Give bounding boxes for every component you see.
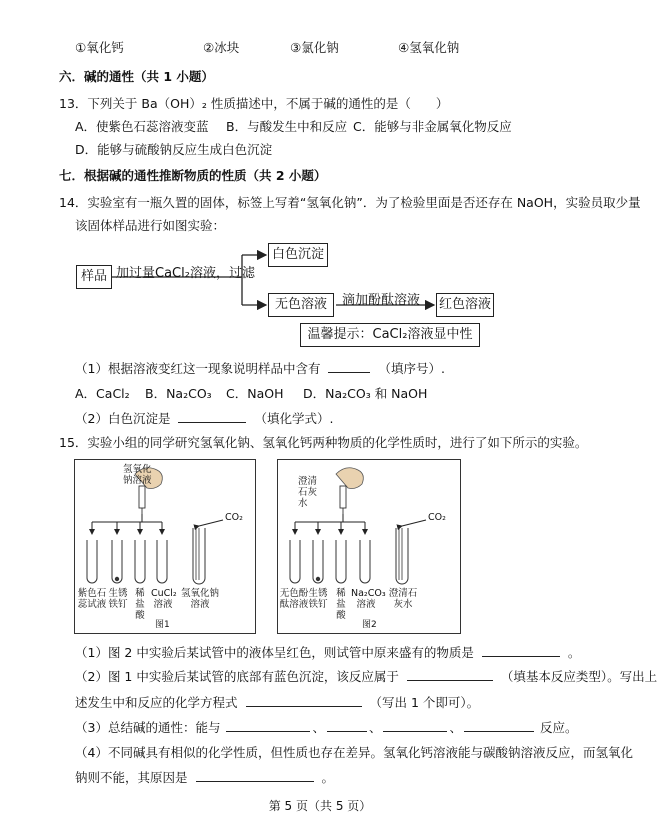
q15-part4-line2 [75, 768, 334, 786]
q15-stem: 15．实验小组的同学研究氢氧化钠、氢氧化钙两种物质的化学性质时，进行了如下所示的实验。 [59, 435, 588, 450]
q14-part1 [75, 359, 445, 377]
q15-part2-text: （2）图 1 中实验后某试管的底部有蓝色沉淀，该反应属于 [75, 669, 399, 684]
figure-1-tube-1: 紫色石蕊试液 [77, 588, 107, 610]
q14-stem-line2: 该固体样品进行如图实验： [75, 218, 226, 233]
q15-part3 [75, 718, 578, 736]
figure-2-tube-5: 澄清石灰水 [388, 588, 418, 610]
q15-part1-blank[interactable] [482, 645, 560, 657]
q15-part3-sep-2: 、 [368, 720, 382, 735]
q15-part3-blank-4[interactable] [464, 720, 534, 732]
figure-1-tube-5: 氢氧化钠溶液 [181, 588, 220, 610]
figure-2-dropper-label: 澄清石灰水 [298, 476, 318, 509]
flow-white-precipitate-box: 白色沉淀 [268, 243, 328, 267]
figure-2-caption: 图2 [362, 620, 377, 630]
q14-part1-blank[interactable] [328, 361, 370, 373]
q14-part1-text: （1）根据溶液变红这一现象说明样品中含有 [75, 361, 321, 376]
flow-tip-box: 温馨提示：CaCl₂溶液显中性 [300, 323, 480, 347]
q14-part1-end: （填序号）. [378, 361, 445, 376]
flow-red-solution-box: 红色溶液 [436, 293, 494, 317]
q15-part3-blank-2[interactable] [327, 720, 367, 732]
q14-option-b: B．Na₂CO₃ [145, 386, 212, 401]
figure-2-tube-4: Na₂CO₃溶液 [351, 588, 386, 610]
figure-2 [277, 459, 461, 634]
q12-option-1: ①氧化钙 [75, 40, 124, 55]
figure-1-caption: 图1 [155, 620, 170, 630]
figure-1-tube-4: CuCl₂溶液 [151, 588, 177, 610]
q15-part2-end-2: （写出 1 个即可）。 [369, 695, 480, 710]
q15-part4-end: 。 [321, 770, 334, 785]
q14-part2-blank[interactable] [178, 411, 246, 423]
q15-part3-sep-3: 、 [449, 720, 462, 735]
q15-part3-blank-3[interactable] [383, 720, 447, 732]
q15-part2-blank-2[interactable] [246, 695, 362, 707]
q15-part1-end: 。 [567, 645, 581, 660]
q15-part3-blank-1[interactable] [226, 720, 310, 732]
q12-option-2: ②冰块 [203, 40, 240, 55]
q15-part4-blank[interactable] [196, 770, 314, 782]
flow-step2-label: 滴加酚酞溶液 [342, 293, 421, 308]
q15-part4-line1: （4）不同碱具有相似的化学性质，但性质也存在差异。氢氧化钙溶液能与碳酸钠溶液反应，而氢氧化 [75, 745, 633, 760]
q14-option-a: A．CaCl₂ [75, 386, 130, 401]
q15-part2-text-2: 述发生中和反应的化学方程式 [75, 695, 238, 710]
q13-option-d: D．能够与硫酸钠反应生成白色沉淀 [75, 142, 273, 157]
page-footer: 第 5 页（共 5 页） [268, 799, 372, 813]
section-7-title: 七．根据碱的通性推断物质的性质（共 2 小题） [59, 168, 327, 183]
q12-option-4: ④氢氧化钠 [398, 40, 460, 55]
q15-part1 [75, 643, 580, 661]
figure-2-co2-label: CO₂ [428, 512, 446, 523]
section-6-title: 六．碱的通性（共 1 小题） [59, 69, 214, 84]
q15-part2-end-1: （填基本反应类型）。写出上 [500, 669, 657, 684]
q15-part1-text: （1）图 2 中实验后某试管中的液体呈红色，则试管中原来盛有的物质是 [75, 645, 474, 660]
q15-part4-text: 钠则不能，其原因是 [75, 770, 188, 785]
q14-option-d: D．Na₂CO₃ 和 NaOH [303, 386, 428, 401]
figure-2-tube-1: 无色酚酞溶液 [279, 588, 309, 610]
figure-1-dropper-label: 氢氧化钠溶液 [123, 464, 152, 486]
q13-stem: 13．下列关于 Ba（OH）₂ 性质描述中，不属于碱的通性的是（ ） [59, 96, 449, 111]
figure-1 [74, 459, 256, 634]
q14-part2-text: （2）白色沉淀是 [75, 411, 171, 426]
q12-option-3: ③氯化钠 [290, 40, 339, 55]
flow-sample-box: 样品 [76, 265, 112, 289]
q15-part3-text: （3）总结碱的通性：能与 [75, 720, 221, 735]
q14-stem-line1: 14．实验室有一瓶久置的固体，标签上写着“氢氧化钠”．为了检验里面是否还存在 NaOH，实验员取少量 [59, 195, 641, 210]
figure-1-tube-2: 生锈铁钉 [108, 588, 128, 610]
q15-part2-line2 [75, 693, 479, 711]
flow-colorless-solution-box: 无色溶液 [268, 293, 334, 317]
figure-1-co2-label: CO₂ [225, 512, 243, 523]
q15-part2-blank-1[interactable] [407, 669, 493, 681]
figure-1-tube-3: 稀盐酸 [135, 588, 145, 621]
figure-2-tube-2: 生锈铁钉 [308, 588, 328, 610]
q13-option-c: C．能够与非金属氧化物反应 [353, 119, 512, 134]
q14-option-c: C．NaOH [226, 386, 284, 401]
figure-2-tube-3: 稀盐酸 [336, 588, 346, 621]
q14-part2 [75, 409, 333, 427]
q13-option-b: B．与酸发生中和反应 [226, 119, 348, 134]
q13-option-a: A．使紫色石蕊溶液变蓝 [75, 119, 209, 134]
flow-step1-label: 加过量CaCl₂溶液，过滤 [116, 266, 255, 281]
q15-part3-end: 反应。 [539, 720, 578, 735]
q15-part3-sep-1: 、 [312, 720, 325, 735]
q15-part2-line1 [75, 667, 657, 685]
q14-part2-end: （填化学式）. [254, 411, 334, 426]
